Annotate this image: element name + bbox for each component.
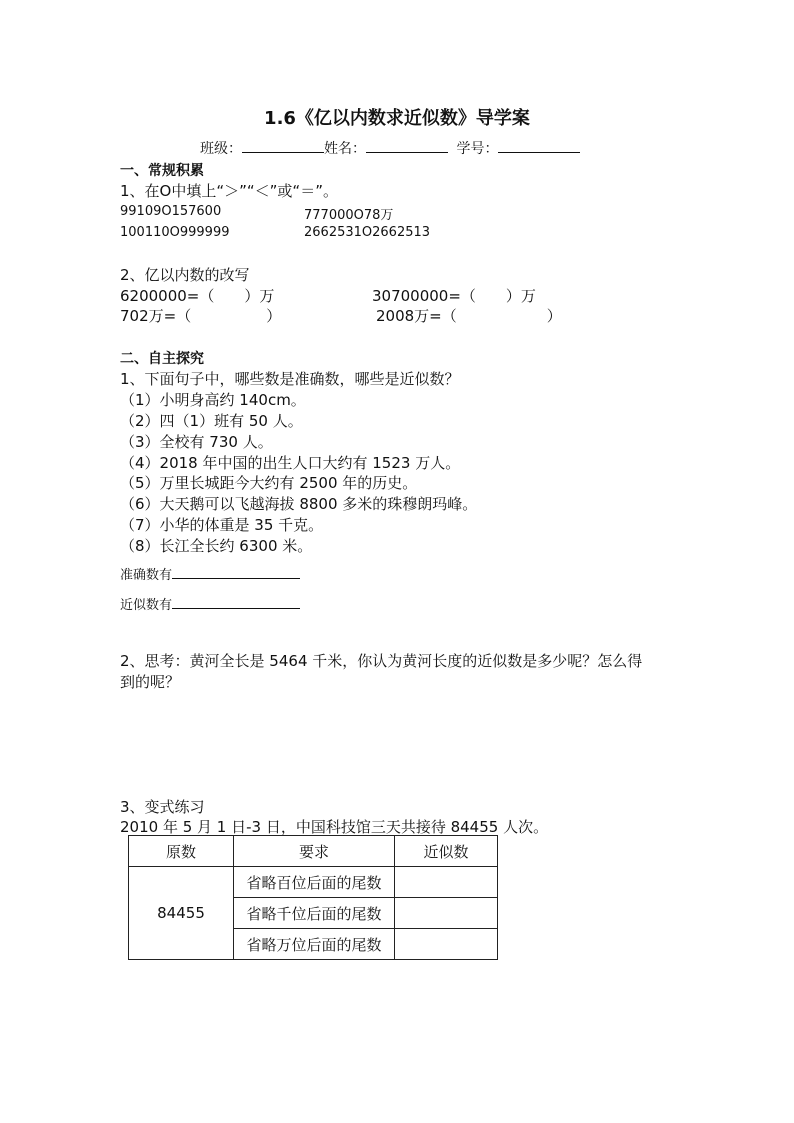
list-item: （3）全校有 730 人。 [120, 433, 273, 451]
rewrite-item: 702万=（ ） [120, 307, 282, 325]
question-2-2-line1: 2、思考：黄河全长是 5464 千米，你认为黄河长度的近似数是多少呢？怎么得 [120, 652, 643, 670]
exact-numbers-blank[interactable] [172, 565, 300, 579]
exact-numbers-label: 准确数有 [120, 568, 173, 583]
section-2-heading: 二、自主探究 [120, 351, 204, 367]
class-blank[interactable] [242, 139, 324, 153]
section-1-heading: 一、常规积累 [120, 163, 204, 179]
name-blank[interactable] [366, 139, 448, 153]
requirement-cell: 省略百位后面的尾数 [234, 867, 395, 898]
approx-numbers-label: 近似数有 [120, 598, 173, 613]
compare-item: 100110O999999 [120, 225, 230, 240]
table-header-row [129, 836, 498, 867]
answer-cell[interactable] [395, 867, 498, 898]
list-item: （1）小明身高约 140cm。 [120, 391, 306, 409]
header-original: 原数 [129, 836, 234, 867]
page-title: 1.6《亿以内数求近似数》导学案 [264, 108, 530, 129]
answer-cell[interactable] [395, 929, 498, 960]
student-info [200, 138, 580, 158]
rewrite-item: 6200000=（ ）万 [120, 287, 275, 305]
requirement-cell: 省略千位后面的尾数 [234, 898, 395, 929]
exact-numbers-row [120, 564, 300, 583]
approx-numbers-blank[interactable] [172, 595, 300, 609]
number-blank[interactable] [498, 139, 580, 153]
compare-item: 2662531O2662513 [304, 225, 431, 240]
name-label: 姓名： [324, 141, 366, 157]
question-2-3: 3、变式练习 [120, 798, 205, 816]
practice-table [128, 835, 498, 960]
class-label: 班级： [200, 141, 242, 157]
header-requirement: 要求 [234, 836, 395, 867]
list-item: （2）四（1）班有 50 人。 [120, 412, 303, 430]
rewrite-item: 30700000=（ ）万 [372, 287, 536, 305]
question-2-3-text: 2010 年 5 月 1 日-3 日，中国科技馆三天共接待 84455 人次。 [120, 818, 549, 836]
rewrite-item: 2008万=（ ） [376, 307, 562, 325]
number-label: 学号： [456, 141, 499, 157]
list-item: （4）2018 年中国的出生人口大约有 1523 万人。 [120, 454, 461, 472]
approx-numbers-row [120, 594, 300, 613]
question-2-2-line2: 到的呢？ [120, 673, 181, 691]
question-1-2: 2、亿以内数的改写 [120, 266, 250, 284]
question-2-1: 1、下面句子中，哪些数是准确数，哪些是近似数？ [120, 370, 460, 388]
question-1-1: 1、在O中填上“＞”“＜”或“＝”。 [120, 182, 338, 200]
list-item: （8）长江全长约 6300 米。 [120, 537, 313, 555]
answer-cell[interactable] [395, 898, 498, 929]
list-item: （6）大天鹅可以飞越海拔 8800 多米的珠穆朗玛峰。 [120, 495, 478, 513]
list-item: （5）万里长城距今大约有 2500 年的历史。 [120, 474, 418, 492]
compare-item: 777000O78万 [304, 208, 394, 223]
table-row [129, 867, 498, 898]
original-number-cell: 84455 [129, 867, 234, 960]
header-approx: 近似数 [395, 836, 498, 867]
compare-item: 99109O157600 [120, 204, 222, 219]
list-item: （7）小华的体重是 35 千克。 [120, 516, 324, 534]
requirement-cell: 省略万位后面的尾数 [234, 929, 395, 960]
